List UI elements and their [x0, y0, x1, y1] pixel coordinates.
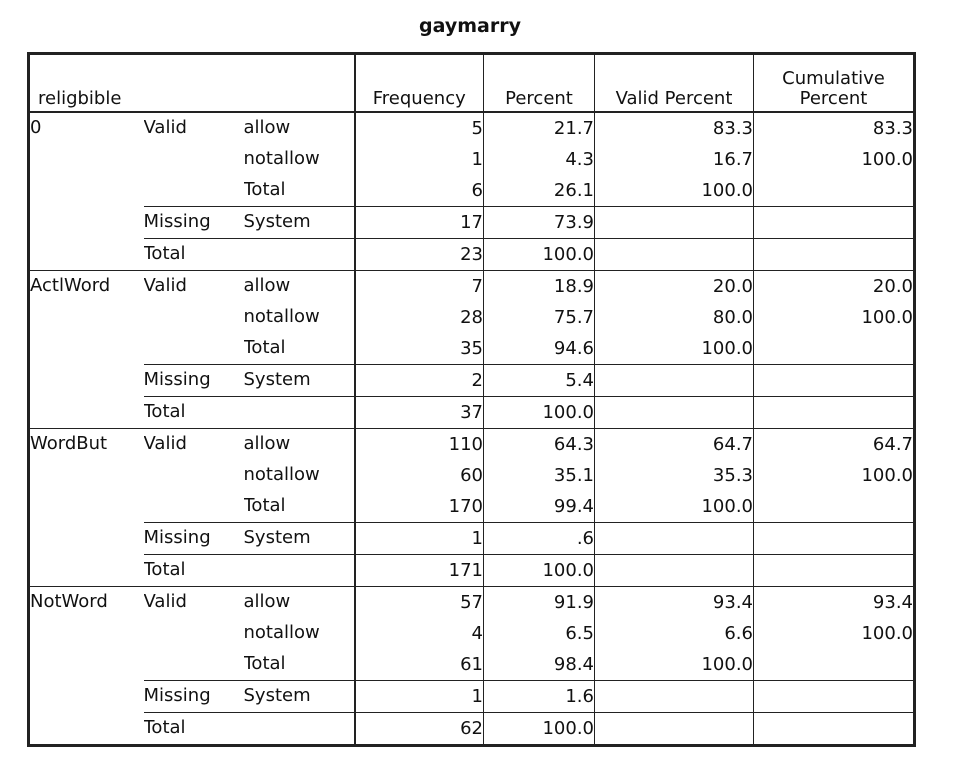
group-total-label: Total	[144, 397, 244, 429]
cumulative-percent-header-line2: Percent	[799, 88, 868, 109]
cumulative-percent-cell	[754, 365, 915, 397]
percent-cell: 75.7	[484, 302, 595, 333]
percent-cell: 100.0	[484, 713, 595, 746]
frequency-cell: 1	[355, 144, 484, 175]
frequency-cell: 7	[355, 271, 484, 303]
percent-cell: 73.9	[484, 207, 595, 239]
group-total-spacer	[244, 713, 355, 746]
cumulative-percent-cell: 100.0	[861, 148, 913, 170]
table-row	[29, 681, 915, 713]
frequency-cell: 170	[355, 491, 484, 523]
group-total-label: Total	[144, 713, 244, 746]
system-label: System	[244, 365, 355, 397]
cumulative-percent-cell	[754, 555, 915, 587]
valid-percent-cell	[595, 713, 754, 746]
percent-cell: 100.0	[484, 555, 595, 587]
category-label: Total	[244, 333, 355, 365]
cumulative-percent-cell	[754, 491, 915, 523]
table-row	[29, 397, 915, 429]
cumulative-percent-cell	[754, 239, 915, 271]
cumulative-percent-header-line1: Cumulative	[782, 68, 885, 89]
cumulative-percent-cell	[754, 175, 915, 207]
valid-label: Valid	[144, 587, 244, 681]
valid-percent-cell: 100.0	[595, 175, 754, 207]
frequency-cell: 1	[355, 681, 484, 713]
category-label: notallow	[244, 302, 355, 333]
system-label: System	[244, 207, 355, 239]
cumulative-percent-cell	[754, 523, 915, 555]
cumulative-percent-cell: 100.0	[861, 306, 913, 328]
table-row	[29, 429, 915, 461]
group-label: 0	[30, 117, 42, 138]
cumulative-percent-cell: 100.0	[861, 464, 913, 486]
valid-percent-cell: 20.0	[595, 271, 754, 303]
percent-cell: 35.1	[484, 460, 595, 491]
valid-percent-cell: 93.4	[595, 587, 754, 619]
frequency-cell: 171	[355, 555, 484, 587]
cumulative-percent-cell: 83.3	[872, 117, 913, 139]
percent-cell: 5.4	[484, 365, 595, 397]
percent-cell: 94.6	[484, 333, 595, 365]
valid-percent-cell: 35.3	[595, 460, 754, 491]
category-label: allow	[244, 587, 355, 619]
group-total-label: Total	[144, 239, 244, 271]
group-label: WordBut	[29, 429, 144, 587]
group-total-label: Total	[144, 555, 244, 587]
valid-percent-cell: 80.0	[595, 302, 754, 333]
missing-label: Missing	[144, 207, 244, 239]
table-body	[29, 112, 915, 746]
table-row	[29, 271, 915, 303]
cumulative-percent-cell: 100.0	[861, 622, 913, 644]
header-row	[29, 54, 915, 113]
valid-percent-cell	[595, 523, 754, 555]
missing-label: Missing	[144, 681, 244, 713]
cumulative-percent-cell: 20.0	[754, 271, 915, 303]
group-label: ActlWord	[29, 271, 144, 429]
percent-cell: 91.9	[484, 587, 595, 619]
cumulative-percent-cell	[754, 207, 915, 239]
category-label: Total	[244, 491, 355, 523]
cumulative-percent-cell	[754, 397, 915, 429]
valid-percent-cell: 6.6	[595, 618, 754, 649]
category-label: Total	[244, 175, 355, 207]
cumulative-percent-cell	[754, 713, 915, 746]
frequency-cell: 17	[355, 207, 484, 239]
frequency-table	[27, 52, 916, 747]
valid-label: Valid	[143, 117, 187, 138]
group-total-spacer	[244, 397, 355, 429]
frequency-cell: 57	[355, 587, 484, 619]
cumulative-percent-cell: 64.7	[754, 429, 915, 461]
cumulative-percent-cell: 93.4	[754, 587, 915, 619]
percent-cell: 100.0	[484, 397, 595, 429]
cumulative-percent-cell	[754, 681, 915, 713]
frequency-cell: 61	[355, 649, 484, 681]
table-row	[29, 112, 915, 144]
valid-percent-cell	[595, 555, 754, 587]
frequency-cell: 5	[355, 112, 484, 144]
cumulative-percent-header	[754, 54, 915, 113]
cumulative-percent-cell	[754, 649, 915, 681]
missing-label: Missing	[144, 365, 244, 397]
missing-label: Missing	[144, 523, 244, 555]
percent-cell: 1.6	[484, 681, 595, 713]
percent-cell: .6	[484, 523, 595, 555]
table-row	[29, 587, 915, 619]
valid-percent-cell: 64.7	[595, 429, 754, 461]
row-variable-header: religbible	[29, 54, 355, 113]
table-row	[29, 239, 915, 271]
frequency-cell: 6	[355, 175, 484, 207]
valid-percent-cell: 100.0	[595, 333, 754, 365]
category-label: allow	[244, 271, 355, 303]
category-label: notallow	[244, 618, 355, 649]
valid-percent-cell: 16.7	[595, 144, 754, 175]
cumulative-percent-cell	[754, 333, 915, 365]
percent-cell: 26.1	[484, 175, 595, 207]
valid-percent-cell	[595, 207, 754, 239]
frequency-cell: 28	[355, 302, 484, 333]
table-row	[29, 207, 915, 239]
frequency-cell: 37	[355, 397, 484, 429]
table-row	[29, 365, 915, 397]
valid-percent-cell	[595, 239, 754, 271]
valid-label: Valid	[144, 429, 244, 523]
valid-percent-cell: 83.3	[595, 112, 754, 144]
table-row	[29, 555, 915, 587]
frequency-cell: 23	[355, 239, 484, 271]
valid-percent-cell	[595, 397, 754, 429]
category-label: allow	[244, 429, 355, 461]
frequency-cell: 4	[355, 618, 484, 649]
valid-label: Valid	[144, 271, 244, 365]
percent-cell: 98.4	[484, 649, 595, 681]
percent-cell: 64.3	[484, 429, 595, 461]
percent-cell: 6.5	[484, 618, 595, 649]
table-row	[29, 523, 915, 555]
frequency-cell: 2	[355, 365, 484, 397]
valid-percent-cell: 100.0	[595, 491, 754, 523]
category-label: allow	[244, 112, 355, 144]
group-total-spacer	[244, 555, 355, 587]
category-label: Total	[244, 649, 355, 681]
frequency-cell: 60	[355, 460, 484, 491]
table-title: gaymarry	[419, 15, 521, 37]
valid-percent-cell: 100.0	[595, 649, 754, 681]
valid-percent-header: Valid Percent	[595, 54, 754, 113]
frequency-header: Frequency	[355, 54, 484, 113]
frequency-cell: 110	[355, 429, 484, 461]
percent-cell: 4.3	[484, 144, 595, 175]
percent-cell: 18.9	[484, 271, 595, 303]
percent-cell: 21.7	[484, 112, 595, 144]
system-label: System	[244, 681, 355, 713]
category-label: notallow	[244, 460, 355, 491]
frequency-cell: 1	[355, 523, 484, 555]
percent-cell: 100.0	[484, 239, 595, 271]
frequency-cell: 62	[355, 713, 484, 746]
table-row	[29, 713, 915, 746]
group-total-spacer	[244, 239, 355, 271]
frequency-cell: 35	[355, 333, 484, 365]
group-label: NotWord	[29, 587, 144, 746]
category-label: notallow	[244, 144, 355, 175]
valid-percent-cell	[595, 365, 754, 397]
valid-percent-cell	[595, 681, 754, 713]
percent-header: Percent	[484, 54, 595, 113]
percent-cell: 99.4	[484, 491, 595, 523]
system-label: System	[244, 523, 355, 555]
